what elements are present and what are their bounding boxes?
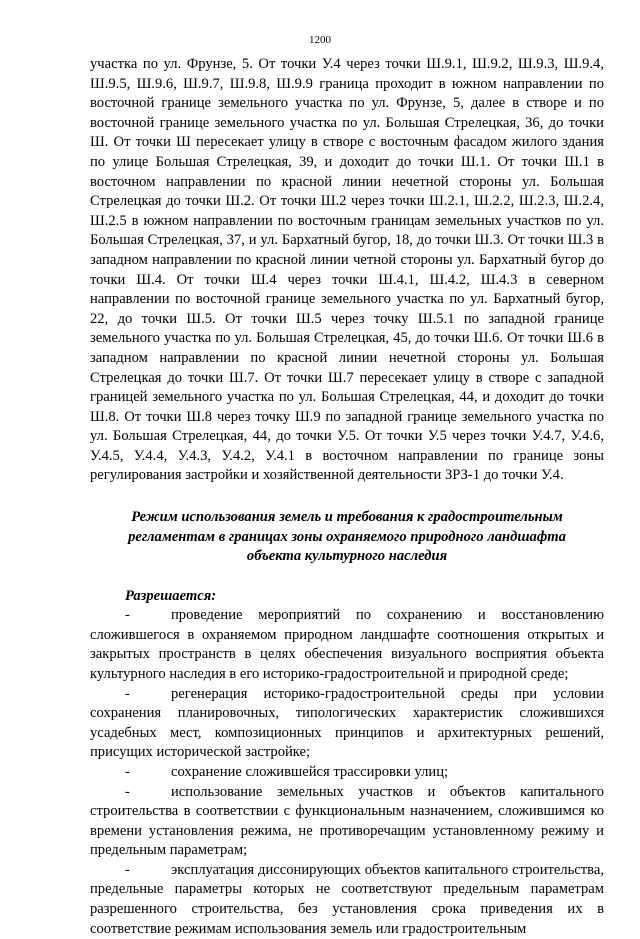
section-heading-line-1: Режим использования земель и требования к градостроительным — [131, 509, 563, 526]
bullet-dash: - — [125, 861, 130, 878]
list-item-text: сохранение сложившейся трассировки улиц; — [171, 763, 449, 780]
bullet-dash: - — [125, 763, 130, 780]
list-item — [90, 783, 604, 861]
section-heading — [90, 508, 604, 567]
bullet-dash: - — [125, 607, 130, 624]
boundary-description-paragraph: участка по ул. Фрунзе, 5. От точки У.4 через точки Ш.9.1, Ш.9.2, Ш.9.3, Ш.9.4, Ш.9.5, Ш.9.6, Ш.9.7, Ш.9.8, Ш.9.9 граница проходит в южном направлении по восточной границе земельного участка по ул. Фрунзе, 5, далее в створе и по восточной границе земельного участка по ул. Большая Стрелецкая, 36, до точки Ш. От точки Ш пересекает улицу в створе с восточным фасадом жилого здания по улице Большая Стрелецкая, 39, и доходит до точки Ш.1. От точки Ш.1 в восточном направлении по красной линии нечетной стороны ул. Большая Стрелецкая до точки Ш.2. От точки Ш.2 через точки Ш.2.1, Ш.2.2, Ш.2.3, Ш.2.4, Ш.2.5 в южном направлении по восточным границам земельных участков по ул. Большая Стрелецкая, 37, и ул. Бархатный бугор, 18, до точки Ш.3. От точки Ш.3 в западном направлении по красной линии четной стороны ул. Бархатный бугор до точки Ш.4. От точки Ш.4 через точки Ш.4.1, Ш.4.2, Ш.4.3 в северном направлении по восточной границе земельного участка по ул. Бархатный бугор, 22, до точки Ш.5. От точки Ш.5 через точку Ш.5.1 по западной границе земельного участка по ул. Большая Стрелецкая, 45, до точки Ш.6. От точки Ш.6 в западном направлении по красной линии нечетной стороны ул. Большая Стрелецкая до точки Ш.7. От точки Ш.7 пересекает улицу в створе с западной границей земельного участка по ул. Большая Стрелецкая, 44, и доходит до точки Ш.8. От точки Ш.8 через точку Ш.9 по западной границе земельного участка по ул. Большая Стрелецкая, 44, до точки У.5. От точки У.5 через точки У.4.7, У.4.6, У.4.5, У.4.4, У.4.3, У.4.2, У.4.1 в восточном направлении по границе зоны регулирования застройки и хозяйственной деятельности ЗРЗ-1 до точки У.4. — [90, 56, 604, 484]
list-item — [90, 606, 604, 684]
page-number: 1200 — [309, 34, 331, 46]
list-item — [90, 861, 604, 939]
list-item — [90, 763, 604, 783]
permitted-subheading: Разрешается: — [125, 587, 217, 604]
list-item-text: проведение мероприятий по сохранению и восстановлению сложившегося в охраняемом природном ландшафте соотношения открытых и закрытых пространств в целях обеспечения визуального восприятия объекта культурного наследия в его историко-градостроительной и природной среде; — [90, 607, 604, 682]
bullet-dash: - — [125, 685, 130, 702]
document-body — [90, 55, 604, 939]
section-heading-line-3: объекта культурного наследия — [246, 548, 448, 565]
list-item-text: использование земельных участков и объектов капитального строительства в соответствии с функциональным назначением, сложившимся ко времени установления режима, не противоречащим установленному режиму и предельным параметрам; — [90, 783, 604, 859]
list-item — [90, 685, 604, 763]
list-item-text: эксплуатация диссонирующих объектов капитального строительства, предельные параметры которых не соответствуют предельным параметрам разрешенного строительства, без установления срока приведения их в соответствие режимам использования земель или градостроительным — [90, 861, 604, 937]
list-item-text: регенерация историко-градостроительной среды при условии сохранения планировочных, типологических характеристик сложившихся усадебных мест, композиционных принципов и архитектурных решений, присущих исторической застройке; — [90, 685, 604, 761]
bullet-dash: - — [125, 783, 130, 800]
section-heading-line-2: регламентам в границах зоны охраняемого природного ландшафта — [128, 528, 566, 545]
